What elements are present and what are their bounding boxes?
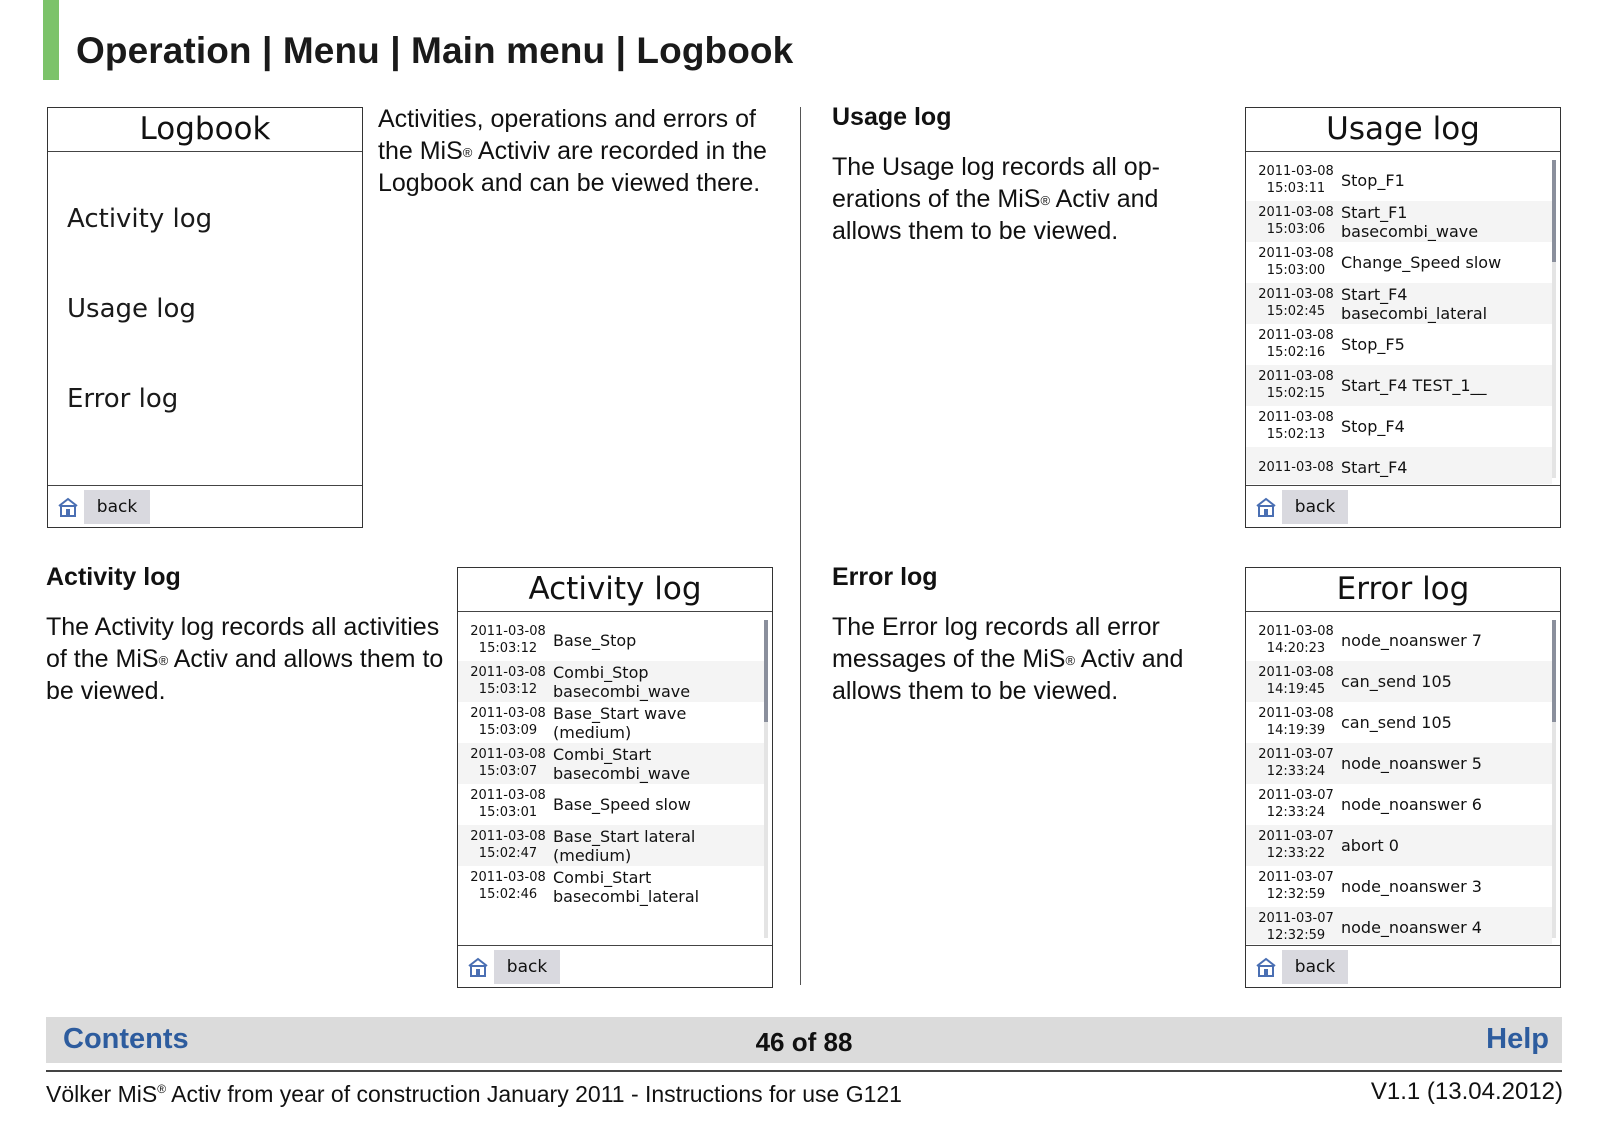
page-number: 46 of 88 [755, 1027, 853, 1057]
log-time: 12:33:22 [1266, 846, 1326, 861]
log-message-line: abort 0 [1341, 836, 1399, 855]
home-icon[interactable] [1255, 957, 1277, 977]
log-timestamp [1256, 787, 1336, 821]
error-log-screen [1245, 567, 1561, 988]
log-time: 15:02:15 [1266, 386, 1326, 401]
log-timestamp [1256, 828, 1336, 862]
back-button[interactable]: back [494, 950, 560, 984]
page-footer-bar [46, 1017, 1562, 1063]
logbook-description: Activities, operations and errors of the MiS® Activiv are recorded in the Logbook and can be viewed there. [378, 105, 767, 197]
log-message-line: can_send 105 [1341, 713, 1452, 732]
log-timestamp [1256, 163, 1336, 197]
logbook-screen [47, 107, 363, 528]
log-row[interactable] [1246, 283, 1552, 324]
scrollbar-thumb[interactable] [764, 620, 768, 722]
log-message [1341, 754, 1482, 773]
log-message [1341, 836, 1399, 855]
log-message [1341, 631, 1482, 650]
log-row[interactable] [1246, 447, 1552, 484]
scrollbar[interactable] [1552, 160, 1556, 478]
log-time: 15:03:00 [1266, 263, 1326, 278]
screen-title: Usage log [1246, 108, 1560, 152]
log-message-line: basecombi_wave [553, 764, 691, 783]
log-message [1341, 918, 1482, 937]
log-timestamp [468, 664, 548, 698]
screen-footer [1246, 945, 1560, 987]
back-button[interactable]: back [1282, 490, 1348, 524]
log-row[interactable] [458, 661, 764, 702]
log-row[interactable] [458, 866, 764, 907]
log-message-line: Start_F4 [1341, 285, 1408, 304]
log-date: 2011-03-08 [1258, 164, 1334, 179]
log-message-line: node_noanswer 4 [1341, 918, 1482, 937]
screen-footer [48, 485, 362, 527]
log-message-line: can_send 105 [1341, 672, 1452, 691]
log-time: 15:03:01 [478, 805, 538, 820]
log-message-line: Combi_Start [553, 868, 652, 887]
scrollbar-thumb[interactable] [1552, 620, 1556, 722]
usage-log-screen [1245, 107, 1561, 528]
contents-link[interactable]: Contents [63, 1023, 189, 1055]
log-date: 2011-03-08 [470, 706, 546, 721]
log-message-line: Stop_F4 [1341, 417, 1405, 436]
activity-log-screen [457, 567, 773, 988]
log-message-line: basecombi_lateral [553, 887, 700, 906]
log-row[interactable] [1246, 661, 1552, 702]
log-date: 2011-03-08 [1258, 369, 1334, 384]
usage-log-list[interactable] [1246, 160, 1552, 484]
log-time: 14:19:45 [1266, 682, 1326, 697]
log-timestamp [1256, 664, 1336, 698]
error-log-heading: Error log [832, 563, 938, 591]
usage-log-description: The Usage log records all operations of the MiS® Activ and allows them to be viewed. [832, 153, 1160, 245]
log-message-line: node_noanswer 3 [1341, 877, 1482, 896]
log-time: 15:02:47 [478, 846, 538, 861]
scrollbar[interactable] [764, 620, 768, 938]
log-date: 2011-03-07 [1258, 911, 1334, 926]
log-message-line: Base_Stop [553, 631, 637, 650]
log-timestamp [468, 787, 548, 821]
log-time: 15:03:06 [1266, 222, 1326, 237]
log-message-line: Base_Start lateral [553, 827, 696, 846]
error-log-list[interactable] [1246, 620, 1552, 944]
log-timestamp [468, 828, 548, 862]
log-row[interactable] [1246, 406, 1552, 447]
log-message-line: node_noanswer 5 [1341, 754, 1482, 773]
log-message-line: Start_F1 [1341, 203, 1408, 222]
home-icon[interactable] [467, 957, 489, 977]
log-timestamp [468, 746, 548, 780]
log-date: 2011-03-08 [1258, 246, 1334, 261]
screen-footer [1246, 485, 1560, 527]
log-date: 2011-03-08 [1258, 460, 1334, 475]
log-date: 2011-03-08 [1258, 287, 1334, 302]
log-row[interactable] [1246, 784, 1552, 825]
log-time: 15:02:16 [1266, 345, 1326, 360]
log-message-line: basecombi_wave [1341, 222, 1479, 241]
log-row[interactable] [1246, 365, 1552, 406]
log-message [1341, 335, 1405, 354]
log-date: 2011-03-08 [1258, 624, 1334, 639]
column-divider [800, 107, 801, 985]
activity-log-list[interactable] [458, 620, 764, 944]
log-timestamp [468, 705, 548, 739]
log-row[interactable] [1246, 866, 1552, 907]
log-time: 12:32:59 [1266, 928, 1326, 943]
log-date: 2011-03-08 [470, 624, 546, 639]
log-row[interactable] [1246, 201, 1552, 242]
log-time: 15:02:13 [1266, 427, 1326, 442]
screen-title: Error log [1246, 568, 1560, 612]
log-time: 14:20:23 [1266, 641, 1326, 656]
log-message [1341, 672, 1452, 691]
log-timestamp [1256, 286, 1336, 320]
log-date: 2011-03-07 [1258, 747, 1334, 762]
log-message [553, 827, 695, 865]
log-timestamp [1256, 409, 1336, 443]
log-message-line: node_noanswer 7 [1341, 631, 1482, 650]
help-link[interactable]: Help [1486, 1023, 1549, 1055]
log-message [1341, 417, 1405, 436]
log-message [1341, 376, 1487, 395]
log-timestamp [1256, 746, 1336, 780]
log-message [1341, 877, 1482, 896]
log-timestamp [1256, 368, 1336, 402]
log-time: 12:33:24 [1266, 764, 1326, 779]
log-row[interactable] [458, 825, 764, 866]
log-message-line: Stop_F5 [1341, 335, 1405, 354]
log-date: 2011-03-08 [1258, 706, 1334, 721]
log-message-line: basecombi_lateral [1341, 304, 1488, 323]
log-date: 2011-03-08 [1258, 328, 1334, 343]
log-time: 12:33:24 [1266, 805, 1326, 820]
log-message-line: Stop_F1 [1341, 171, 1405, 190]
log-message-line: (medium) [553, 846, 632, 865]
back-button[interactable]: back [1282, 950, 1348, 984]
log-time: 15:03:07 [478, 764, 538, 779]
scrollbar-thumb[interactable] [1552, 160, 1556, 262]
log-date: 2011-03-08 [1258, 205, 1334, 220]
scrollbar[interactable] [1552, 620, 1556, 938]
log-time: 15:03:12 [478, 682, 538, 697]
log-timestamp [1256, 910, 1336, 944]
log-message-line: basecombi_wave [553, 682, 691, 701]
log-message [553, 663, 690, 701]
log-date: 2011-03-07 [1258, 870, 1334, 885]
back-button[interactable]: back [84, 490, 150, 524]
log-date: 2011-03-08 [1258, 410, 1334, 425]
log-date: 2011-03-07 [1258, 829, 1334, 844]
document-version: V1.1 (13.04.2012) [1370, 1078, 1563, 1105]
menu-item-activity-log[interactable]: Activity log [67, 204, 213, 234]
log-timestamp [1256, 204, 1336, 238]
log-timestamp [1256, 623, 1336, 657]
log-message-line: Base_Speed slow [553, 795, 691, 814]
log-row[interactable] [1246, 242, 1552, 283]
log-timestamp [1256, 705, 1336, 739]
log-row[interactable] [1246, 907, 1552, 944]
log-date: 2011-03-08 [470, 665, 546, 680]
log-message [553, 704, 686, 742]
log-row[interactable] [1246, 620, 1552, 661]
log-time: 12:32:59 [1266, 887, 1326, 902]
log-time: 14:19:39 [1266, 723, 1326, 738]
log-row[interactable] [458, 784, 764, 825]
log-message-line: Start_F4 TEST_1__ [1341, 376, 1487, 395]
log-message-line: Combi_Stop [553, 663, 649, 682]
log-message [1341, 171, 1405, 190]
log-timestamp [1256, 869, 1336, 903]
log-message [553, 868, 699, 906]
log-message-line: Start_F4 [1341, 458, 1408, 477]
log-date: 2011-03-08 [1258, 665, 1334, 680]
log-row[interactable] [1246, 702, 1552, 743]
section-accent-bar [43, 0, 59, 80]
menu-item-error-log[interactable]: Error log [67, 384, 179, 414]
error-log-description: The Error log records all error messages of the MiS® Activ and allows them to be viewed. [832, 613, 1184, 705]
log-time: 15:03:12 [478, 641, 538, 656]
log-time: 15:03:09 [478, 723, 538, 738]
log-message-line: Change_Speed slow [1341, 253, 1502, 272]
log-time: 15:02:45 [1266, 304, 1326, 319]
footer-divider [46, 1070, 1562, 1072]
log-timestamp [1256, 327, 1336, 361]
log-row[interactable] [458, 702, 764, 743]
log-timestamp [1256, 245, 1336, 279]
menu-item-usage-log[interactable]: Usage log [67, 294, 196, 324]
log-time: 15:02:46 [478, 887, 538, 902]
log-message [553, 745, 690, 783]
log-message-line: (medium) [553, 723, 632, 742]
log-date: 2011-03-07 [1258, 788, 1334, 803]
log-message-line: Base_Start wave [553, 704, 687, 723]
log-row[interactable] [1246, 743, 1552, 784]
log-date: 2011-03-08 [470, 870, 546, 885]
log-message [553, 795, 691, 814]
log-row[interactable] [458, 743, 764, 784]
log-row[interactable] [1246, 825, 1552, 866]
log-time: 15:03:11 [1266, 181, 1326, 196]
log-message-line: Combi_Start [553, 745, 652, 764]
log-timestamp [468, 623, 548, 657]
log-message [1341, 203, 1478, 241]
log-message-line: node_noanswer 6 [1341, 795, 1482, 814]
activity-log-description: The Activity log records all activities of the MiS® Activ and allows them to be viewed. [46, 613, 444, 705]
log-timestamp [1256, 459, 1336, 476]
screen-footer [458, 945, 772, 987]
log-message [1341, 795, 1482, 814]
log-row[interactable] [1246, 160, 1552, 201]
usage-log-heading: Usage log [832, 103, 952, 131]
screen-title: Activity log [458, 568, 772, 612]
log-date: 2011-03-08 [470, 788, 546, 803]
log-message [1341, 458, 1407, 477]
log-message [1341, 253, 1501, 272]
home-icon[interactable] [57, 497, 79, 517]
log-row[interactable] [458, 620, 764, 661]
log-date: 2011-03-08 [470, 829, 546, 844]
screen-title: Logbook [48, 108, 362, 152]
log-row[interactable] [1246, 324, 1552, 365]
log-message [553, 631, 636, 650]
page-title: Operation | Menu | Main menu | Logbook [76, 30, 794, 71]
document-info: Völker MiS® Activ from year of construction January 2011 - Instructions for use G121 [46, 1081, 902, 1107]
log-date: 2011-03-08 [470, 747, 546, 762]
home-icon[interactable] [1255, 497, 1277, 517]
log-message [1341, 285, 1487, 323]
activity-log-heading: Activity log [46, 563, 181, 591]
log-timestamp [468, 869, 548, 903]
log-message [1341, 713, 1452, 732]
